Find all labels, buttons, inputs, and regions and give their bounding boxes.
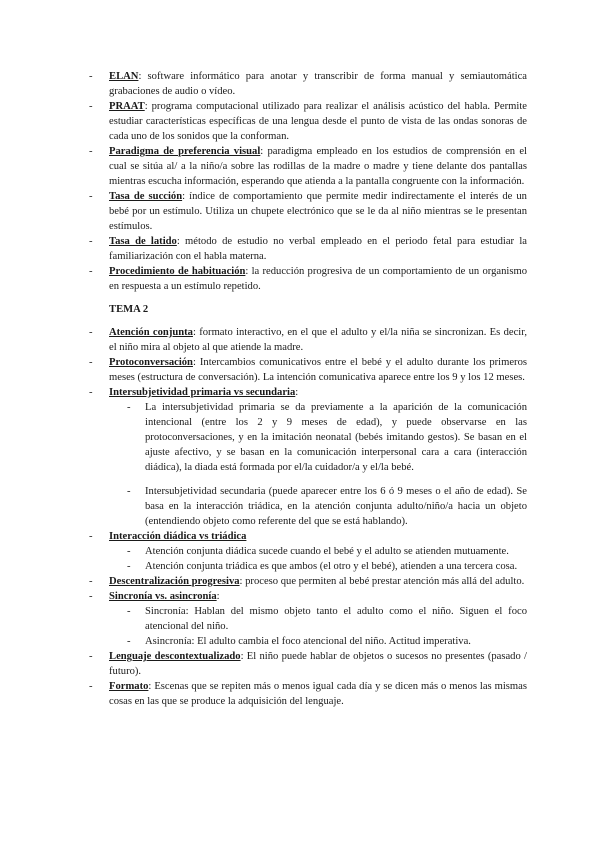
glossary-item-lenguaje bbox=[89, 649, 527, 679]
sub-item-text: Atención conjunta diádica sucede cuando el bebé y el adulto se atienden mutuamente. bbox=[145, 546, 509, 557]
definition-habituacion: : la reducción progresiva de un comportamiento de un organismo en respuesta a un estímulo repetido. bbox=[109, 266, 527, 292]
sub-item-intersubjetividad-secundaria bbox=[109, 484, 527, 529]
term-habituacion: Procedimiento de habituación bbox=[109, 266, 246, 277]
sub-item-asincronia bbox=[109, 634, 527, 649]
sub-item-diadica bbox=[109, 544, 527, 559]
section-heading: TEMA 2 bbox=[109, 304, 149, 315]
bullet-dash: - bbox=[127, 546, 131, 557]
bullet-dash: - bbox=[89, 681, 93, 692]
sub-item-text: Atención conjunta triádica es que ambos (el otro y el bebé), atienden a una tercera cosa. bbox=[145, 561, 518, 572]
term-descentralizacion: Descentralización progresiva bbox=[109, 576, 240, 587]
glossary-item-tasa-succion bbox=[89, 189, 527, 234]
bullet-dash: - bbox=[89, 266, 93, 277]
glossary-item-formato bbox=[89, 679, 527, 709]
sub-item-text: Asincronía: El adulto cambia el foco atencional del niño. Actitud imperativa. bbox=[145, 636, 471, 647]
glossary-item-preferencia-visual bbox=[89, 144, 527, 189]
bullet-dash: - bbox=[89, 591, 93, 602]
bullet-dash: - bbox=[127, 561, 131, 572]
definition-praat: : programa computacional utilizado para realizar el análisis acústico del habla. Permite estudiar características específicas de una lengua desde el punto de vista de las ondas sonoras de cada uno de los sonidos que la conforman. bbox=[109, 101, 527, 142]
bullet-dash: - bbox=[89, 531, 93, 542]
definition-lenguaje: : El niño puede hablar de objetos o sucesos no presentes (pasado / futuro). bbox=[109, 651, 527, 677]
term-atencion-conjunta: Atención conjunta bbox=[109, 327, 193, 338]
spacer bbox=[89, 475, 527, 484]
term-tasa-succion: Tasa de succión bbox=[109, 191, 183, 202]
term-intersubjetividad: Intersubjetividad primaria vs secundaria bbox=[109, 387, 296, 398]
bullet-dash: - bbox=[89, 71, 93, 82]
glossary-item-elan bbox=[89, 69, 527, 99]
bullet-dash: - bbox=[89, 357, 93, 368]
term-lenguaje: Lenguaje descontextualizado bbox=[109, 651, 241, 662]
definition-tasa-succion: : índice de comportamiento que permite medir indirectamente el interés de un bebé por un estímulo. Utiliza un chupete electrónico que se le da al niño mientras se le presentan estímulos. bbox=[109, 191, 527, 232]
definition-descentralizacion: : proceso que permiten al bebé prestar atención más allá del adulto. bbox=[239, 576, 525, 587]
definition-protoconversacion: : Intercambios comunicativos entre el bebé y el adulto durante los primeros meses (estructura de conversación). La intención comunicativa aparece entre los 9 y los 12 meses. bbox=[109, 357, 527, 383]
sub-item-sincronia bbox=[109, 604, 527, 634]
glossary-item-atencion-conjunta bbox=[89, 325, 527, 355]
definition-elan: : software informático para anotar y transcribir de forma manual y semiautomática grabaciones de audio o vídeo. bbox=[109, 71, 527, 97]
glossary-item-sincronia bbox=[89, 589, 527, 604]
bullet-dash: - bbox=[89, 651, 93, 662]
document-body bbox=[89, 69, 527, 709]
sub-item-text: Sincronía: Hablan del mismo objeto tanto el adulto como el niño. Siguen el foco atencional del niño. bbox=[145, 606, 527, 632]
definition-atencion-conjunta: : formato interactivo, en el que el adulto y el/la niña se sincronizan. Es decir, el niño mira al objeto al que atiende la madre. bbox=[109, 327, 527, 353]
term-protoconversacion: Protoconversación bbox=[109, 357, 193, 368]
term-praat: PRAAT bbox=[109, 101, 145, 112]
definition-preferencia-visual: : paradigma empleado en los estudios de comprensión en el cual se sitúa al/ a la niño/a sobre las rodillas de la madre o madre y tiene delante dos pantallas mientras escucha información, esperando que atienda a la pantalla congruente con la información. bbox=[109, 146, 527, 187]
term-elan: ELAN bbox=[109, 71, 139, 82]
bullet-dash: - bbox=[127, 402, 131, 413]
bullet-dash: - bbox=[89, 327, 93, 338]
term-formato: Formato bbox=[109, 681, 149, 692]
bullet-dash: - bbox=[89, 101, 93, 112]
glossary-item-interaccion bbox=[89, 529, 527, 544]
glossary-item-intersubjetividad bbox=[89, 385, 527, 400]
bullet-dash: - bbox=[89, 576, 93, 587]
definition-formato: : Escenas que se repiten más o menos igual cada día y se dicen más o menos las mismas cosas en las que se produce la adquisición del lenguaje. bbox=[109, 681, 527, 707]
bullet-dash: - bbox=[89, 146, 93, 157]
sub-item-intersubjetividad-primaria bbox=[109, 400, 527, 475]
term-interaccion: Interacción diádica vs triádica bbox=[109, 531, 247, 542]
definition-sincronia: : bbox=[216, 591, 220, 602]
bullet-dash: - bbox=[127, 636, 131, 647]
glossary-item-praat bbox=[89, 99, 527, 144]
definition-tasa-latido: : método de estudio no verbal empleado en el periodo fetal para estudiar la familiarización con el habla materna. bbox=[109, 236, 527, 262]
bullet-dash: - bbox=[89, 387, 93, 398]
bullet-dash: - bbox=[89, 191, 93, 202]
bullet-dash: - bbox=[127, 606, 131, 617]
sub-item-text: Intersubjetividad secundaria (puede aparecer entre los 6 ó 9 meses o el año de edad). Se basa en la interacción triádica, en la atención conjunta adulto/niño/a hacia un objeto (entendiendo objeto como referente del que se está hablando). bbox=[145, 486, 527, 527]
sub-item-text: La intersubjetividad primaria se da previamente a la aparición de la comunicación intencional (entre los 2 y 9 meses de edad), y puede observarse en las protoconversaciones, y en la imitación neonatal (bebés imitando gestos). Se basan en el ajuste afectivo, y se basan en la comunicación interpersonal cara a cara (interacción diádica), la diada está formada por el/la cuidador/a y el/la bebé. bbox=[145, 402, 527, 473]
bullet-dash: - bbox=[89, 236, 93, 247]
term-preferencia-visual: Paradigma de preferencia visual bbox=[109, 146, 261, 157]
glossary-item-tasa-latido bbox=[89, 234, 527, 264]
definition-intersubjetividad: : bbox=[295, 387, 299, 398]
term-sincronia: Sincronía vs. asincronía bbox=[109, 591, 217, 602]
glossary-item-protoconversacion bbox=[89, 355, 527, 385]
term-tasa-latido: Tasa de latido bbox=[109, 236, 177, 247]
glossary-item-descentralizacion bbox=[89, 574, 527, 589]
glossary-item-habituacion bbox=[89, 264, 527, 294]
bullet-dash: - bbox=[127, 486, 131, 497]
sub-item-triadica bbox=[109, 559, 527, 574]
